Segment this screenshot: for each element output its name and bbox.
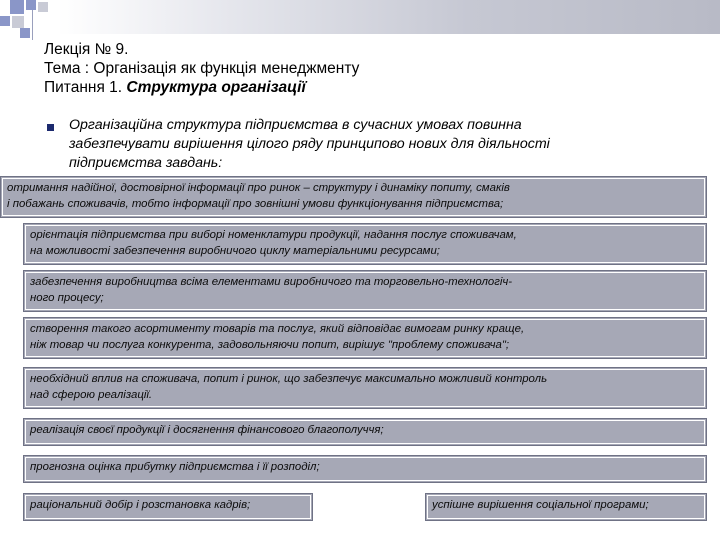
task-line: успішне вирішення соціальної програми;: [432, 499, 649, 511]
task-box: [23, 455, 707, 483]
task-box: [23, 367, 707, 409]
task-line: ніж товар чи послуга конкурента, задовольняючи попит, вирішує "проблему споживача";: [30, 339, 510, 351]
title-bar-gradient: [0, 0, 720, 34]
task-line: отримання надійної, достовірної інформації про ринок – структуру і динаміку попиту, смаків: [7, 182, 510, 194]
task-line: над сферою реалізації.: [30, 389, 153, 401]
intro-paragraph: [69, 116, 669, 173]
lecture-topic: Тема : Організація як функція менеджменту: [44, 60, 360, 77]
task-box: [23, 418, 707, 446]
task-line: реалізація своєї продукції і досягнення фінансового благополуччя;: [30, 424, 384, 436]
task-line: раціональний добір і розстановка кадрів;: [30, 499, 251, 511]
question-title: [44, 78, 684, 97]
task-line: прогнозна оцінка прибутку підприємства і її розподіл;: [30, 461, 320, 473]
lecture-number: Лекція № 9.: [44, 41, 129, 58]
task-line: орієнтація підприємства при виборі номенклатури продукції, надання послуг споживачам,: [30, 229, 517, 241]
slide-header: [44, 40, 684, 97]
task-box: [0, 176, 707, 218]
task-line: необхідний вплив на споживача, попит і ринок, що забезпечує максимально можливий контроль: [30, 373, 548, 385]
task-box: [23, 223, 707, 265]
decorative-square: [12, 16, 24, 28]
decorative-square: [0, 16, 10, 26]
task-line: на можливості забезпечення виробничого циклу матеріальними ресурсами;: [30, 245, 440, 257]
decorative-square: [10, 0, 24, 14]
decorative-square: [38, 2, 48, 12]
bullet-icon: [47, 124, 54, 131]
task-box: [23, 270, 707, 312]
task-box: [425, 493, 707, 521]
decorative-square: [20, 28, 30, 38]
question-prefix: Питання 1.: [44, 79, 127, 96]
intro-line: підприємства завдань:: [69, 155, 223, 171]
question-italic: Структура організації: [126, 79, 306, 96]
decorative-square: [26, 0, 36, 10]
intro-line: Організаційна структура підприємства в сучасних умовах повинна: [69, 117, 522, 133]
task-line: забезпечення виробництва всіма елементами виробничого та торговельно-технологіч-: [30, 276, 513, 288]
task-line: створення такого асортименту товарів та послуг, який відповідає вимогам ринку краще,: [30, 323, 525, 335]
intro-line: забезпечувати вирішення цілого ряду принципово нових для діяльності: [69, 136, 550, 152]
task-box: [23, 493, 313, 521]
task-line: ного процесу;: [30, 292, 104, 304]
task-line: і побажань споживачів, тобто інформації про зовнішні умови функціонування підприємства;: [7, 198, 504, 210]
task-box: [23, 317, 707, 359]
